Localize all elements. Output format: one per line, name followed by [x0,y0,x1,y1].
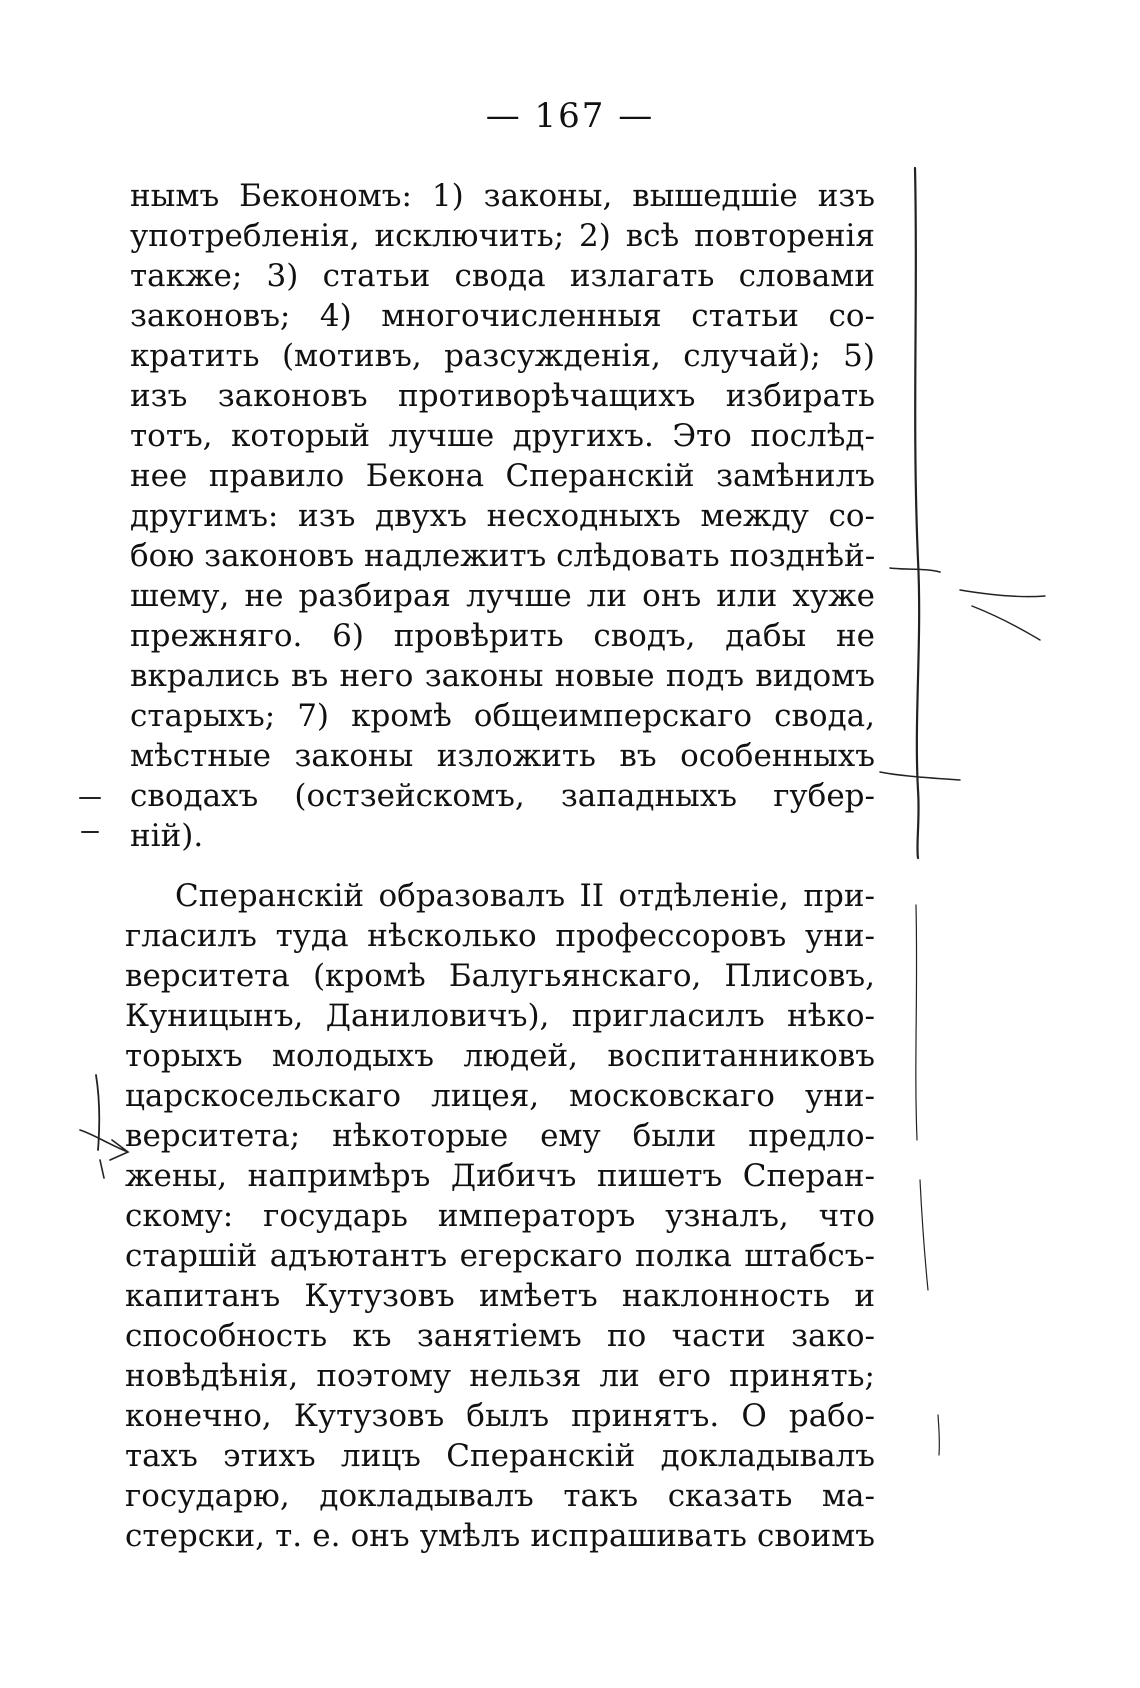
margin-arrow-left [80,1130,128,1178]
margin-bracket-right-top [915,168,919,858]
text-line: верситета (кромѣ Балугьянскаго, Плисовъ, [125,958,875,994]
margin-bracket-right-bottom [920,1180,928,1290]
text-line: старшій адъютантъ егерскаго полка штабсъ- [125,1238,875,1274]
text-line: новѣдѣнія, поэтому нельзя ли его принять; [125,1358,875,1394]
text-line: шему, не разбирая лучше ли онъ или хуже [130,578,875,614]
paragraph-2 [125,876,875,1556]
text-line: гласилъ туда нѣсколько профессоровъ уни- [125,918,875,954]
text-line: Куницынъ, Даниловичъ), пригласилъ нѣко- [125,998,875,1034]
text-line: способность къ занятіемъ по части зако- [125,1318,875,1354]
text-line: законовъ; 4) многочисленныя статьи со- [130,298,875,334]
margin-bracket-left [96,1075,99,1150]
text-line: мѣстные законы изложить въ особенныхъ [130,738,875,774]
text-line: Сперанскій образовалъ II отдѣленіе, при- [175,878,875,914]
text-line: жены, напримѣръ Дибичъ пишетъ Сперан- [125,1158,875,1194]
text-line: прежняго. 6) провѣрить сводъ, дабы не [130,618,875,654]
text-line: стерски, т. е. онъ умѣлъ испрашивать своимъ [125,1518,875,1554]
text-line: старыхъ; 7) кромѣ общеимперскаго свода, [130,698,875,734]
margin-tick-mark [880,772,960,780]
text-line: бою законовъ надлежитъ слѣдовать позднѣй- [130,538,876,574]
text-line: ній). [130,818,204,854]
text-line: другимъ: изъ двухъ несходныхъ между со- [130,498,875,534]
text-line: кратить (мотивъ, разсужденія, случай); 5) [130,338,875,374]
margin-bracket-right-bottom [916,905,917,1140]
page-number: — 167 — [485,96,655,136]
text-line: скому: государь императоръ узналъ, что [125,1198,875,1234]
text-line: конечно, Кутузовъ былъ принятъ. О рабо- [125,1398,875,1434]
margin-tick-mark [960,590,1045,597]
text-line: нымъ Бекономъ: 1) законы, вышедшіе изъ [130,178,875,214]
text-line: тахъ этихъ лицъ Сперанскій докладывалъ [125,1438,875,1474]
text-line: царскосельскаго лицея, московскаго уни- [125,1078,875,1114]
text-line: тотъ, который лучше другихъ. Это послѣд- [130,418,875,454]
margin-tick-mark [890,568,940,572]
text-line: нее правило Бекона Сперанскій замѣнилъ [130,458,875,494]
text-line: торыхъ молодыхъ людей, воспитанниковъ [125,1038,875,1074]
text-line: капитанъ Кутузовъ имѣетъ наклонность и [125,1278,875,1314]
text-line: вкрались въ него законы новые подъ видомъ [130,658,875,694]
text-line: изъ законовъ противорѣчащихъ избирать [130,378,875,414]
paragraph-1 [130,176,875,856]
text-line: также; 3) статьи свода излагать словами [130,258,875,294]
text-line: сводахъ (остзейскомъ, западныхъ губер- [130,778,875,814]
text-line: государю, докладывалъ такъ сказать ма- [125,1478,875,1514]
text-line: употребленія, исключить; 2) всѣ повторенія [130,218,875,254]
margin-bracket-right-bottom [938,1415,939,1455]
margin-tick-mark [972,606,1040,640]
text-line: верситета; нѣкоторые ему были предло- [125,1118,875,1154]
